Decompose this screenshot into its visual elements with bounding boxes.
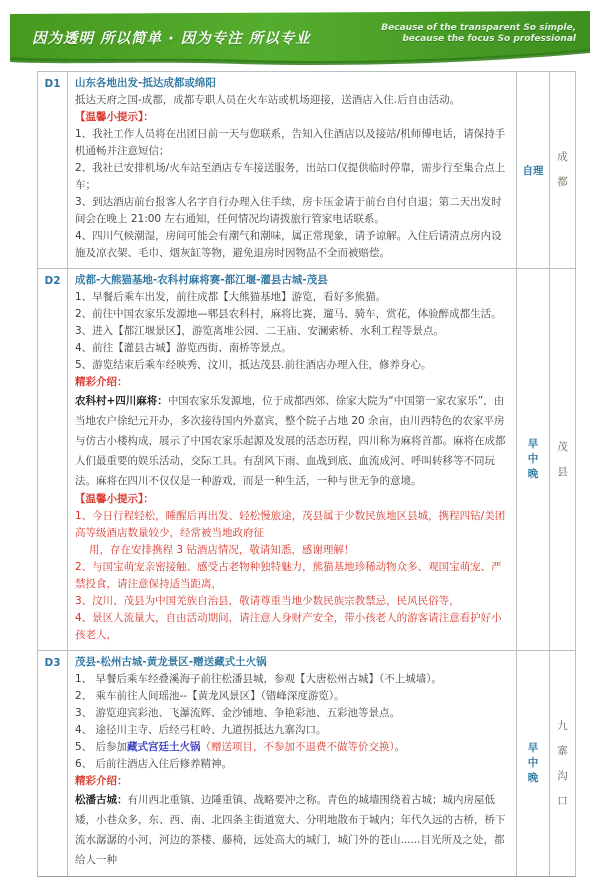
itinerary-row-d1 (38, 72, 575, 268)
text-segment: 农科村+四川麻将： (75, 395, 168, 407)
text-segment: 1、早餐后乘车出发，前往成都【大熊猫基地】游览，看好多熊猫。 (75, 291, 387, 303)
meal-label (528, 437, 539, 482)
banner-slogan-cn: 因为透明 所以简单 · 因为专注 所以专业 (32, 31, 311, 47)
day-label: D1 (38, 72, 68, 268)
text-segment: 3、汶川、茂县为中国羌族自治县，敬请尊重当地少数民族宗教禁忌，民风民俗等， (75, 595, 460, 607)
destination-char: 县 (557, 465, 568, 478)
content-line (75, 109, 510, 126)
text-segment: 1、今日行程轻松，睡醒后再出发、轻松慢旅途，茂县属于少数民族地区县城，携程四钻/美团高等级酒店数量较少，经常被当地政府征 (75, 510, 506, 539)
itinerary-table (37, 71, 576, 877)
destination-cell (549, 269, 575, 650)
text-segment: 用，存在安排携程 3 钻酒店情况，敬请知悉，感谢理解！ (89, 544, 355, 556)
meal-cell (516, 269, 549, 650)
destination-char: 口 (557, 794, 568, 807)
content-line (75, 739, 510, 756)
content-line (75, 688, 510, 705)
day-content (68, 651, 516, 876)
destination-cell (549, 72, 575, 268)
content-line (75, 671, 510, 688)
text-segment: 精彩介绍： (75, 376, 128, 388)
text-segment: 4、前往【灌县古城】游览西街、南桥等景点。 (75, 342, 292, 354)
content-line (75, 491, 510, 508)
banner-slogan-en-line2: because the focus So professional (402, 34, 576, 44)
destination-char: 成 (557, 151, 568, 163)
content-line (75, 508, 510, 542)
day-content (68, 269, 516, 650)
content-line (75, 357, 510, 374)
text-segment: 抵达天府之国-成都，成都专职人员在火车站或机场迎接，送酒店入住.后自由活动。 (75, 94, 461, 106)
day-label: D2 (38, 269, 68, 650)
content-line (75, 92, 510, 109)
meal-char: 中 (527, 453, 539, 465)
content-line (75, 323, 510, 340)
text-segment: 茂县-松州古城-黄龙景区-赠送藏式土火锅 (75, 656, 267, 668)
itinerary-row-d2 (38, 268, 575, 650)
text-segment: 6、 后前往酒店入住后修养精神。 (75, 758, 233, 770)
destination-label (557, 151, 568, 189)
text-segment: 有川西北重镇、边陲重镇、战略要冲之称。青色的城墙围绕着古城；城内房屋低矮，小巷众多，东、西、南、北四条主街道宽大、分明地散布于城内；年代久远的古桥，桥下流水潺潺的小河，河边的茶楼、藤椅，远处高大的城门，城门外的苍山......目光所及之处，都给人一种 (75, 794, 506, 866)
text-segment: 精彩介绍： (75, 775, 128, 787)
text-segment: 4、四川气候潮湿，房间可能会有潮气和潮味，属正常现象，请予谅解。入住后请清点房内设施及凉衣架、毛巾、烟灰缸等物，避免退房时因物品不全而被赔偿。 (75, 230, 502, 259)
day-label: D3 (38, 651, 68, 876)
text-segment: （赠送项目，不参加不退费不做等价交换） (200, 741, 395, 753)
text-segment: 。 (394, 741, 406, 753)
text-segment: 4、景区人流量大，自由活动期间，请注意人身财产安全，带小孩老人的游客请注意看护好小孩老人， (75, 612, 502, 641)
meal-char: 晚 (527, 772, 539, 784)
content-line (75, 194, 510, 228)
destination-char: 茂 (557, 440, 568, 453)
content-line (75, 75, 510, 92)
text-segment: 成都-大熊猫基地-农科村麻将赛-都江堰-灌县古城-茂县 (75, 274, 328, 286)
meal-cell (516, 651, 549, 876)
destination-char: 九 (557, 719, 568, 732)
destination-char: 都 (557, 176, 568, 188)
banner-slogan-en (381, 23, 576, 45)
text-segment: 3、到达酒店前台报客人名字自行办理入住手续，房卡压金请于前台自付自退；第二天出发时间会在晚上 21:00 左右通知，任何情况均请拨旅行管家电话联系。 (75, 196, 502, 225)
destination-label (557, 720, 568, 808)
banner-slogan-en-line1: Because of the transparent So simple, (381, 23, 576, 33)
text-segment: 中国农家乐发源地，位于成都西郊、徐家大院为“中国第一家农家乐”，由当地农户徐纪元开办，多次接待国内外嘉宾，整个院子占地 20 余亩，由川西特色的农家平房与仿古小楼构成，展示了中国农家乐起源及发展的活态历程，四川称为麻将首都。麻将在成都人们最重要的娱乐活动，交际工具。有刮风下雨、血战到底、血流成河、呼叫转移等不同玩法。麻将在四川不仅仅是一种游戏，而是一种生活，一种与世无争的意境。 (75, 395, 506, 487)
header-banner (10, 11, 590, 65)
text-segment: 4、 途径川主寺、后经弓杠岭、九道拐抵达九寨沟口。 (75, 724, 327, 736)
meal-label (528, 741, 539, 786)
content-line (75, 542, 510, 559)
content-line (75, 160, 510, 194)
itinerary-row-d3 (38, 650, 575, 876)
text-segment: 【温馨小提示】： (75, 493, 154, 505)
text-segment: 3、 游览迎宾彩池、飞瀑流辉、金沙铺地、争艳彩池、五彩池等景点。 (75, 707, 401, 719)
text-segment: 3、进入【都江堰景区】，游览离堆公园、二王庙、安澜索桥、水利工程等景点。 (75, 325, 444, 337)
text-segment: 5、 后参加 (75, 741, 128, 753)
content-line (75, 272, 510, 289)
day-content (68, 72, 516, 268)
content-line (75, 374, 510, 391)
destination-label (557, 441, 568, 479)
content-line (75, 340, 510, 357)
content-line (75, 593, 510, 610)
meal-char: 早 (527, 742, 539, 754)
content-line (75, 289, 510, 306)
destination-cell (549, 651, 575, 876)
destination-char: 沟 (557, 769, 568, 782)
text-segment: 2、 乘车前往人间瑶池--【黄龙风景区】（错峰深度游览）。 (75, 690, 345, 702)
meal-label: 自理 (522, 164, 544, 177)
meal-char: 晚 (527, 468, 539, 480)
content-line (75, 126, 510, 160)
text-segment: 2、与国宝萌宠亲密接触、感受古老物种独特魅力，熊猫基地珍稀动物众多、观国宝萌宠、严禁投食，请注意保持适当距离， (75, 561, 502, 590)
content-line (75, 722, 510, 739)
meal-cell (516, 72, 549, 268)
text-segment: 松潘古城： (75, 794, 128, 806)
text-segment: 2、前往中国农家乐发源地—郫县农科村，麻将比赛，遛马、骑车，赏花，体验醉成都生活。 (75, 308, 502, 320)
text-segment: 1、我社工作人员将在出团日前一天与您联系，告知入住酒店以及接站/机师傅电话，请保持手机通畅并注意短信； (75, 128, 506, 157)
text-segment: 【温馨小提示】： (75, 111, 154, 123)
meal-char: 早 (527, 438, 539, 450)
content-line (75, 391, 510, 491)
text-segment: 5、游览结束后乘车经映秀、汶川，抵达茂县.前往酒店办理入住，修养身心。 (75, 359, 432, 371)
content-line (75, 790, 510, 870)
content-line (75, 559, 510, 593)
text-segment: 1、 早餐后乘车经叠溪海子前往松潘县城，参观【大唐松州古城】（不上城墙）。 (75, 673, 443, 685)
content-line (75, 654, 510, 671)
content-line (75, 228, 510, 262)
text-segment: 2、我社已安排机场/火车站至酒店专车接送服务，出站口仅提供临时停靠，需步行至集合点上车； (75, 162, 506, 191)
text-segment: 藏式宫廷土火锅 (127, 741, 201, 753)
content-line (75, 705, 510, 722)
content-line (75, 756, 510, 773)
content-line (75, 306, 510, 323)
meal-char: 中 (527, 757, 539, 769)
content-line (75, 773, 510, 790)
text-segment: 山东各地出发-抵达成都或绵阳 (75, 77, 216, 89)
content-line (75, 610, 510, 644)
destination-char: 寨 (557, 744, 568, 757)
